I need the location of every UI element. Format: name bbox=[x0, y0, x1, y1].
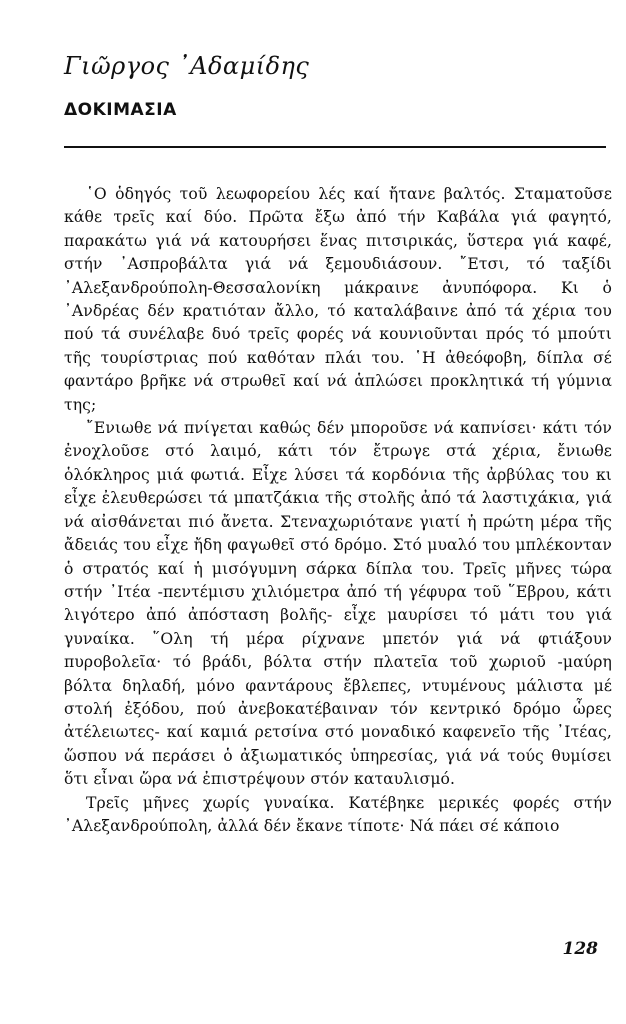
paragraph: ῾Ο ὁδηγός τοῦ λεωφορείου λές καί ἤτανε βαλτός. Σταματοῦσε κάθε τρεῖς καί δύο. Πρῶτα ἔξω ἀπό τήν Καβάλα γιά φαγητό, παρακάτω γιά νά κατουρήσει ἕνας πιτσιρικάς, ὕστερα γιά καφέ, στήν ᾿Ασπροβάλτα γιά νά ξεμουδιάσουν. ῎Ετσι, τό ταξίδι ᾿Αλεξανδρούπολη-Θεσσαλονίκη μάκραινε ἀνυπόφορα. Κι ὁ ᾿Ανδρέας δέν κρατιόταν ἄλλο, τό καταλάβαινε ἀπό τά χέρια του πού τά συνέλαβε δυό τρεῖς φορές νά κουνιοῦνται πρός τό μπούτι τῆς τουρίστριας πού καθόταν πλάι του. ῾Η ἀθεόφοβη, δίπλα σέ φαντάρο βρῆκε νά στρωθεῖ καί νά ἁπλώσει προκλητικά τή γύμνια της; bbox=[64, 185, 612, 414]
title-divider bbox=[64, 146, 606, 148]
author-name: Γιῶργος ᾿Αδαμίδης bbox=[64, 52, 310, 80]
story-title: ΔΟΚΙΜΑΣΙΑ bbox=[64, 100, 177, 120]
story-text bbox=[64, 183, 612, 838]
page-number: 128 bbox=[562, 939, 598, 959]
paragraph: Τρεῖς μῆνες χωρίς γυναίκα. Κατέβηκε μερικές φορές στήν ᾿Αλεξανδρούπολη, ἀλλά δέν ἔκανε τίποτε· Νά πάει σέ κάποιο bbox=[64, 793, 612, 835]
paragraph: ῎Ενιωθε νά πνίγεται καθώς δέν μποροῦσε νά καπνίσει· κάτι τόν ἐνοχλοῦσε στό λαιμό, κάτι τόν ἔτρωγε στά χέρια, ἔνιωθε ὁλόκληρος μιά φωτιά. Εἶχε λύσει τά κορδόνια τῆς ἀρβύλας του κι εἶχε ἐλευθερώσει τά μπατζάκια τῆς στολῆς ἀπό τά λαστιχάκια, γιά νά αἰσθάνεται πιό ἄνετα. Στεναχωριότανε γιατί ἡ πρώτη μέρα τῆς ἄδειάς του εἶχε ἤδη φαγωθεῖ στό δρόμο. Στό μυαλό του μπλέκονταν ὁ στρατός καί ἡ μισόγυμνη σάρκα δίπλα του. Τρεῖς μῆνες τώρα στήν ᾿Ιτέα -πεντέμισυ χιλιόμετρα ἀπό τή γέφυρα τοῦ ῞Εβρου, κάτι λιγότερο ἀπό ἀπόσταση βολῆς- εἶχε μαυρίσει τό μάτι του γιά γυναίκα. ῞Ολη τή μέρα ρίχνανε μπετόν γιά νά φτιάξουν πυροβολεῖα· τό βράδι, βόλτα στήν πλατεῖα τοῦ χωριοῦ -μαύρη βόλτα δηλαδή, μόνο φαντάρους ἔβλεπες, ντυμένους μάλιστα μέ στολή ἐξόδου, πού ἀνεβοκατέβαιναν τόν κεντρικό δρόμο ὧρες ἀτέλειωτες- καί καμιά ρετσίνα στό μοναδικό καφενεῖο τῆς ᾿Ιτέας, ὥσπου νά περάσει ὁ ἀξιωματικός ὑπηρεσίας, γιά νά τούς θυμίσει ὅτι εἶναι ὥρα νά ἐπιστρέψουν στόν καταυλισμό. bbox=[64, 419, 612, 789]
